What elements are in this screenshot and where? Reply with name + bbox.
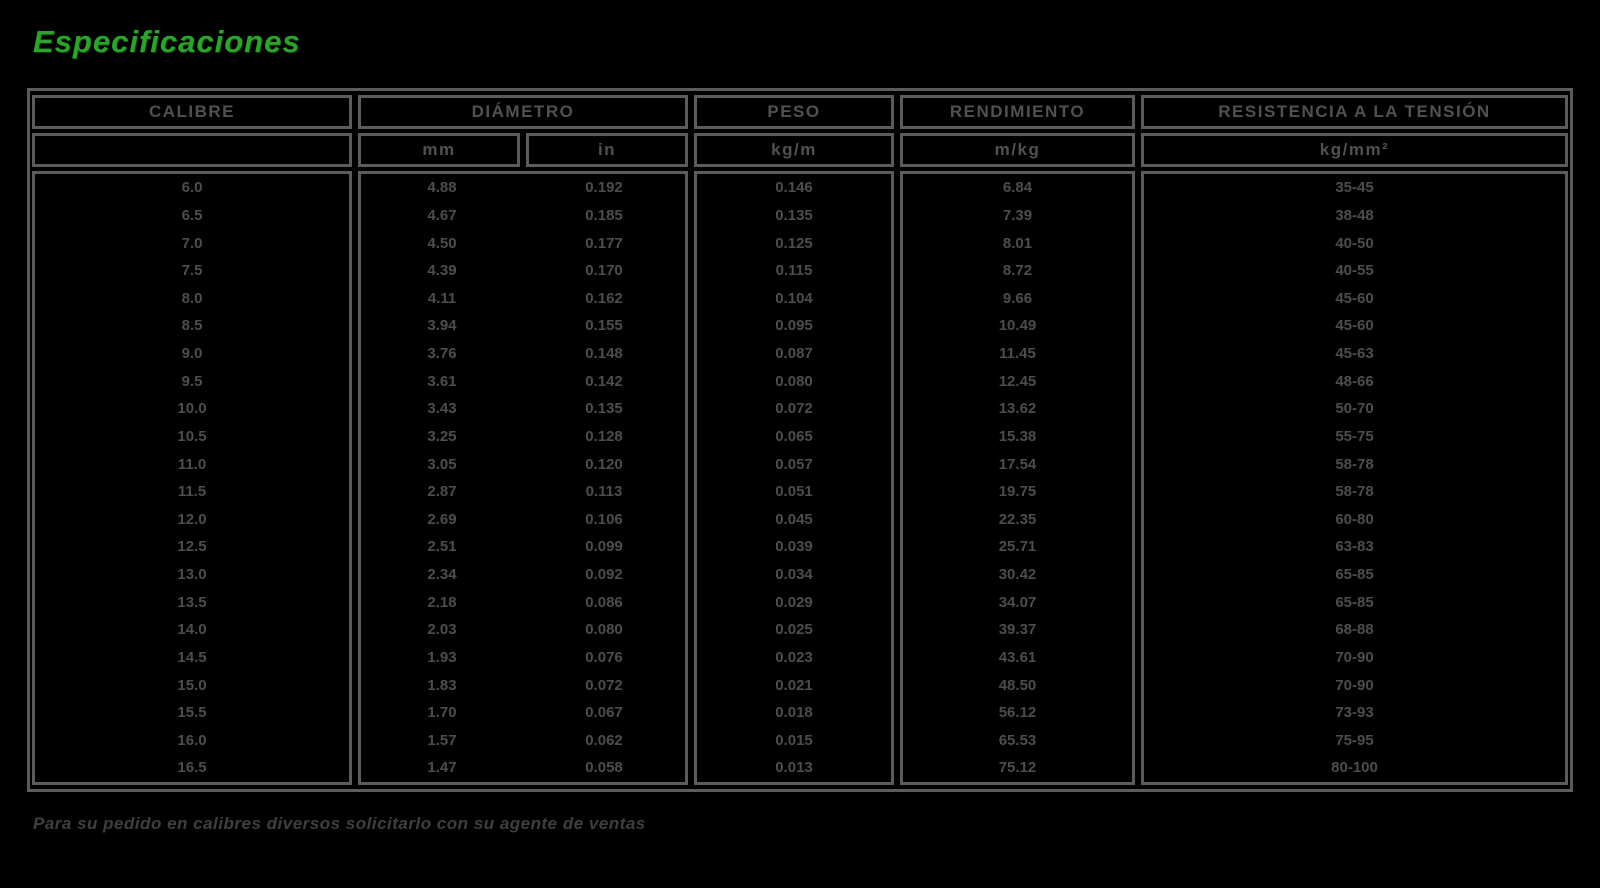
- cell-resistencia: 80-100: [1331, 759, 1378, 777]
- cell-mm: 3.76: [427, 345, 457, 363]
- cell-in: 0.076: [585, 648, 623, 666]
- cell-resistencia: 55-75: [1335, 427, 1374, 445]
- cell-resistencia: 38-48: [1335, 206, 1374, 224]
- diametro-in-values: [523, 174, 685, 782]
- cell-resistencia: 65-85: [1335, 593, 1374, 611]
- cell-rendimiento: 7.39: [1002, 206, 1033, 224]
- cell-calibre: 12.5: [177, 538, 207, 556]
- cell-mm: 2.69: [427, 510, 457, 528]
- header-rendimiento: RENDIMIENTO: [900, 95, 1135, 129]
- footnote: Para su pedido en calibres diversos solicitarlo con su agente de ventas: [33, 814, 646, 833]
- cell-resistencia: 40-50: [1335, 234, 1374, 252]
- cell-calibre: 15.5: [177, 704, 207, 722]
- cell-in: 0.106: [585, 510, 623, 528]
- header-calibre: CALIBRE: [32, 95, 352, 129]
- cell-resistencia: 65-85: [1335, 566, 1374, 584]
- table-header-row-groups: [30, 95, 1570, 129]
- cell-peso: 0.087: [775, 345, 813, 363]
- cell-rendimiento: 10.49: [998, 317, 1037, 335]
- cell-in: 0.062: [585, 731, 623, 749]
- cell-peso: 0.125: [775, 234, 813, 252]
- cell-rendimiento: 65.53: [998, 731, 1037, 749]
- cell-peso: 0.025: [775, 621, 813, 639]
- cell-calibre: 9.0: [181, 345, 203, 363]
- unit-mm: mm: [358, 133, 520, 167]
- cell-resistencia: 70-90: [1335, 676, 1374, 694]
- cell-in: 0.128: [585, 427, 623, 445]
- cell-mm: 2.34: [427, 566, 457, 584]
- cell-mm: 2.51: [427, 538, 457, 556]
- cell-calibre: 16.0: [177, 731, 207, 749]
- cell-mm: 3.25: [427, 427, 457, 445]
- rendimiento-values: [903, 174, 1132, 782]
- column-calibre: [32, 171, 352, 785]
- cell-mm: 4.39: [427, 262, 457, 280]
- cell-peso: 0.072: [775, 400, 813, 418]
- cell-peso: 0.057: [775, 455, 813, 473]
- cell-calibre: 6.0: [181, 179, 203, 197]
- cell-in: 0.080: [585, 621, 623, 639]
- cell-peso: 0.029: [775, 593, 813, 611]
- cell-in: 0.086: [585, 593, 623, 611]
- column-diametro: [358, 171, 688, 785]
- cell-rendimiento: 75.12: [998, 759, 1037, 777]
- cell-calibre: 14.5: [177, 648, 207, 666]
- unit-rendimiento: m/kg: [900, 133, 1135, 167]
- cell-mm: 4.88: [427, 179, 457, 197]
- unit-resistencia: kg/mm²: [1141, 133, 1568, 167]
- cell-mm: 1.93: [427, 648, 457, 666]
- cell-resistencia: 75-95: [1335, 731, 1374, 749]
- cell-calibre: 11.0: [177, 455, 207, 473]
- cell-calibre: 8.5: [181, 317, 203, 335]
- cell-mm: 1.47: [427, 759, 457, 777]
- cell-calibre: 10.5: [177, 427, 207, 445]
- cell-rendimiento: 22.35: [998, 510, 1037, 528]
- cell-in: 0.113: [585, 483, 623, 501]
- diametro-mm-values: [361, 174, 523, 782]
- cell-peso: 0.146: [775, 179, 813, 197]
- header-diametro: DIÁMETRO: [358, 95, 688, 129]
- cell-peso: 0.034: [775, 566, 813, 584]
- cell-calibre: 11.5: [177, 483, 207, 501]
- cell-resistencia: 40-55: [1335, 262, 1374, 280]
- cell-peso: 0.018: [775, 704, 813, 722]
- cell-resistencia: 45-60: [1335, 289, 1374, 307]
- cell-in: 0.072: [585, 676, 623, 694]
- cell-resistencia: 73-93: [1335, 704, 1374, 722]
- cell-mm: 3.61: [427, 372, 457, 390]
- cell-rendimiento: 56.12: [998, 704, 1037, 722]
- cell-calibre: 7.5: [181, 262, 203, 280]
- cell-mm: 2.03: [427, 621, 457, 639]
- cell-mm: 3.94: [427, 317, 457, 335]
- cell-calibre: 8.0: [181, 289, 203, 307]
- cell-resistencia: 48-66: [1335, 372, 1374, 390]
- cell-in: 0.067: [585, 704, 623, 722]
- specifications-table: [27, 88, 1573, 792]
- column-peso: [694, 171, 894, 785]
- cell-calibre: 14.0: [177, 621, 207, 639]
- cell-in: 0.162: [585, 289, 623, 307]
- cell-peso: 0.104: [775, 289, 813, 307]
- cell-calibre: 9.5: [181, 372, 203, 390]
- cell-in: 0.120: [585, 455, 623, 473]
- cell-in: 0.142: [585, 372, 623, 390]
- page-title: Especificaciones: [33, 24, 301, 59]
- cell-resistencia: 50-70: [1335, 400, 1374, 418]
- cell-rendimiento: 9.66: [1002, 289, 1033, 307]
- cell-in: 0.170: [585, 262, 623, 280]
- cell-resistencia: 68-88: [1335, 621, 1374, 639]
- cell-rendimiento: 17.54: [998, 455, 1037, 473]
- cell-resistencia: 58-78: [1335, 455, 1374, 473]
- cell-calibre: 13.0: [177, 566, 207, 584]
- cell-peso: 0.065: [775, 427, 813, 445]
- cell-in: 0.148: [585, 345, 623, 363]
- cell-peso: 0.045: [775, 510, 813, 528]
- calibre-values: [35, 174, 349, 782]
- cell-calibre: 16.5: [177, 759, 207, 777]
- cell-in: 0.058: [585, 759, 623, 777]
- cell-calibre: 15.0: [177, 676, 207, 694]
- cell-resistencia: 35-45: [1335, 179, 1374, 197]
- resistencia-values: [1144, 174, 1565, 782]
- cell-resistencia: 70-90: [1335, 648, 1374, 666]
- cell-peso: 0.015: [775, 731, 813, 749]
- cell-mm: 1.70: [427, 704, 457, 722]
- header-peso: PESO: [694, 95, 894, 129]
- cell-mm: 4.67: [427, 206, 457, 224]
- cell-in: 0.092: [585, 566, 623, 584]
- cell-mm: 1.83: [427, 676, 457, 694]
- cell-calibre: 6.5: [181, 206, 203, 224]
- cell-peso: 0.039: [775, 538, 813, 556]
- cell-mm: 2.18: [427, 593, 457, 611]
- cell-peso: 0.135: [775, 206, 813, 224]
- cell-resistencia: 45-63: [1335, 345, 1374, 363]
- unit-in: in: [526, 133, 688, 167]
- unit-calibre: [32, 133, 352, 167]
- cell-calibre: 13.5: [177, 593, 207, 611]
- header-resistencia: RESISTENCIA A LA TENSIÓN: [1141, 95, 1568, 129]
- cell-calibre: 7.0: [181, 234, 203, 252]
- cell-peso: 0.021: [775, 676, 813, 694]
- cell-resistencia: 63-83: [1335, 538, 1374, 556]
- cell-mm: 3.43: [427, 400, 457, 418]
- cell-rendimiento: 19.75: [998, 483, 1037, 501]
- cell-resistencia: 58-78: [1335, 483, 1374, 501]
- cell-rendimiento: 15.38: [998, 427, 1037, 445]
- cell-peso: 0.051: [775, 483, 813, 501]
- cell-in: 0.185: [585, 206, 623, 224]
- cell-resistencia: 60-80: [1335, 510, 1374, 528]
- cell-rendimiento: 11.45: [999, 345, 1036, 363]
- unit-peso: kg/m: [694, 133, 894, 167]
- cell-peso: 0.013: [775, 759, 813, 777]
- table-body: [30, 171, 1570, 785]
- cell-in: 0.155: [585, 317, 623, 335]
- cell-rendimiento: 48.50: [998, 676, 1037, 694]
- cell-rendimiento: 8.01: [1002, 234, 1033, 252]
- column-rendimiento: [900, 171, 1135, 785]
- cell-rendimiento: 8.72: [1002, 262, 1033, 280]
- cell-rendimiento: 34.07: [998, 593, 1037, 611]
- cell-rendimiento: 30.42: [998, 566, 1037, 584]
- cell-rendimiento: 25.71: [998, 538, 1037, 556]
- cell-rendimiento: 13.62: [998, 400, 1037, 418]
- cell-mm: 4.50: [427, 234, 457, 252]
- cell-peso: 0.115: [775, 262, 813, 280]
- cell-calibre: 12.0: [177, 510, 207, 528]
- peso-values: [697, 174, 891, 782]
- cell-rendimiento: 43.61: [998, 648, 1037, 666]
- cell-in: 0.135: [585, 400, 623, 418]
- cell-mm: 1.57: [427, 731, 457, 749]
- cell-in: 0.177: [585, 234, 623, 252]
- table-header-row-units: [30, 133, 1570, 167]
- cell-calibre: 10.0: [177, 400, 207, 418]
- cell-rendimiento: 39.37: [998, 621, 1037, 639]
- cell-peso: 0.023: [775, 648, 813, 666]
- cell-rendimiento: 12.45: [998, 372, 1037, 390]
- cell-mm: 3.05: [427, 455, 457, 473]
- cell-peso: 0.080: [775, 372, 813, 390]
- cell-mm: 4.11: [427, 289, 457, 307]
- cell-rendimiento: 6.84: [1002, 179, 1033, 197]
- cell-in: 0.099: [585, 538, 623, 556]
- cell-resistencia: 45-60: [1335, 317, 1374, 335]
- cell-peso: 0.095: [775, 317, 813, 335]
- column-resistencia: [1141, 171, 1568, 785]
- cell-in: 0.192: [585, 179, 623, 197]
- cell-mm: 2.87: [427, 483, 457, 501]
